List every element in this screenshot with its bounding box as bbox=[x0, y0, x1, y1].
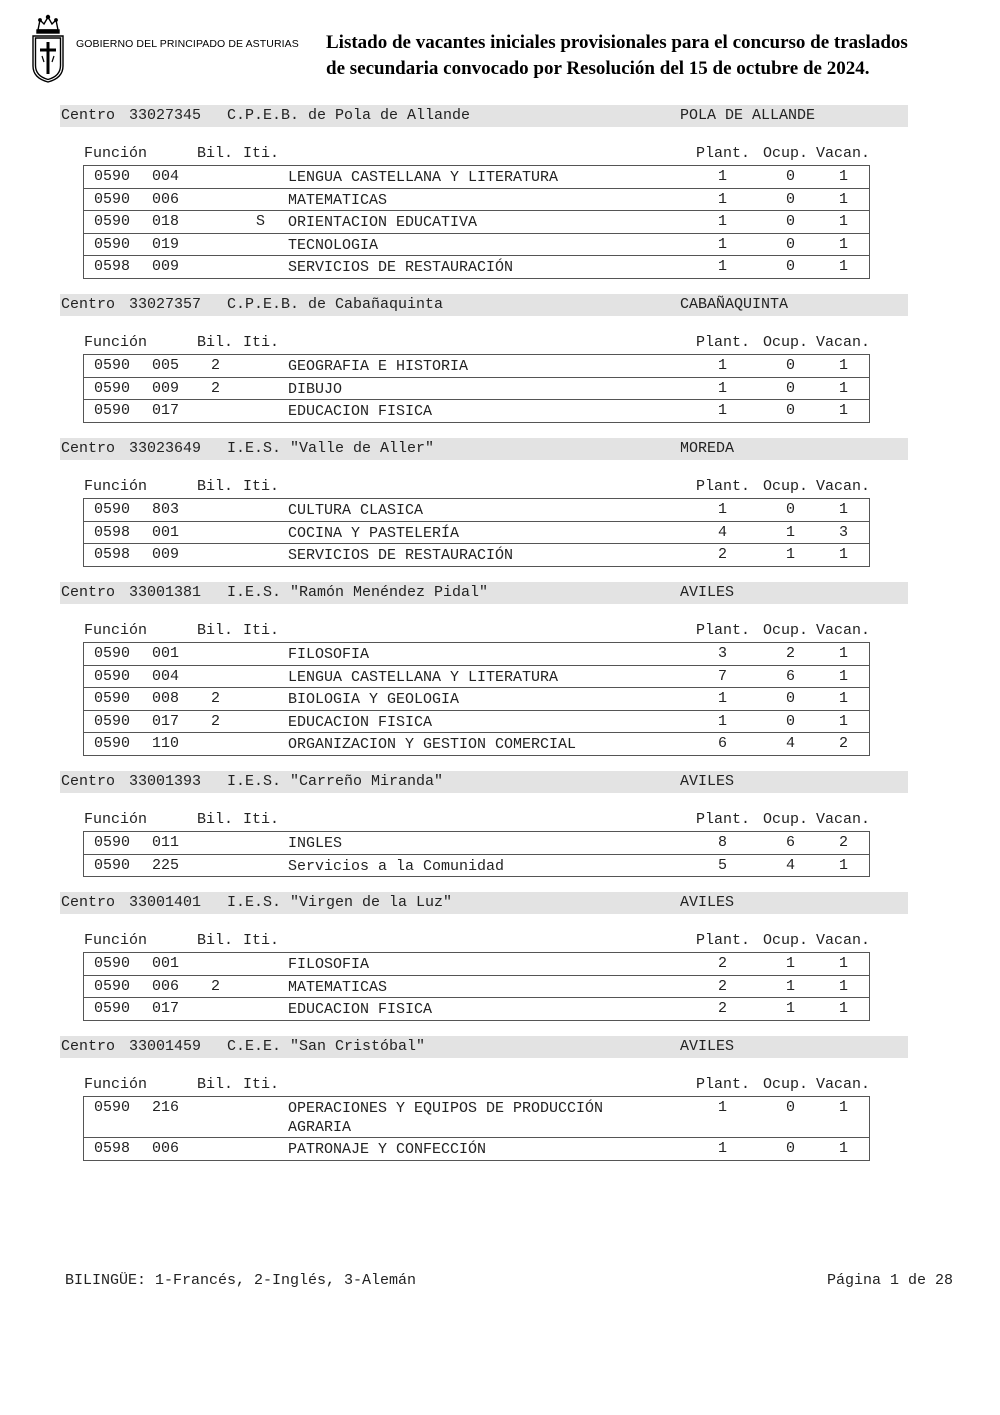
cell-especialidad-name: ORIENTACION EDUCATIVA bbox=[288, 214, 478, 232]
center-name: C.P.E.B. de Pola de Allande bbox=[227, 107, 471, 124]
cell-ocupadas: 6 bbox=[786, 667, 796, 685]
cell-especialidad-name: CULTURA CLASICA bbox=[288, 502, 424, 519]
cell-vacantes: 1 bbox=[839, 645, 849, 662]
cell-ocupadas: 0 bbox=[786, 712, 796, 730]
column-headers bbox=[0, 332, 1000, 352]
cell-plantilla: 1 bbox=[718, 1099, 728, 1116]
center-code: 33027345 bbox=[129, 107, 202, 124]
cell-vacantes: 1 bbox=[839, 235, 849, 253]
table-row bbox=[84, 711, 869, 734]
cell-vacantes: 1 bbox=[839, 258, 849, 276]
vacancy-table bbox=[83, 165, 870, 279]
column-header-ocup: Ocup. bbox=[763, 334, 809, 351]
bilingual-legend: BILINGÜE: 1-Francés, 2-Inglés, 3-Alemán bbox=[65, 1272, 417, 1289]
cell-especialidad: 216 bbox=[152, 1099, 180, 1116]
cell-funcion: 0590 bbox=[94, 379, 131, 397]
column-header-ocup: Ocup. bbox=[763, 932, 809, 949]
table-row bbox=[84, 211, 869, 234]
cell-ocupadas: 0 bbox=[786, 501, 796, 518]
column-headers bbox=[0, 143, 1000, 163]
column-header-funcion: Función bbox=[84, 1076, 148, 1093]
column-header-ocup: Ocup. bbox=[763, 811, 809, 828]
center-town: AVILES bbox=[680, 584, 735, 601]
document-title bbox=[326, 30, 938, 82]
cell-bilingue: 2 bbox=[211, 712, 221, 730]
cell-vacantes: 1 bbox=[839, 712, 849, 730]
cell-funcion: 0598 bbox=[94, 523, 131, 541]
center-name: C.P.E.B. de Cabañaquinta bbox=[227, 296, 444, 313]
column-header-bil: Bil. bbox=[197, 622, 234, 639]
cell-bilingue: 2 bbox=[211, 379, 221, 397]
cell-plantilla: 1 bbox=[718, 690, 728, 708]
cell-plantilla: 2 bbox=[718, 546, 728, 564]
page-number: Página 1 de 28 bbox=[827, 1272, 954, 1289]
cell-ocupadas: 0 bbox=[786, 235, 796, 253]
column-header-funcion: Función bbox=[84, 334, 148, 351]
column-header-vacan: Vacan. bbox=[816, 811, 871, 828]
column-header-plant: Plant. bbox=[696, 1076, 751, 1093]
cell-plantilla: 8 bbox=[718, 834, 728, 851]
column-header-iti: Iti. bbox=[243, 1076, 280, 1093]
cell-plantilla: 3 bbox=[718, 645, 728, 662]
cell-especialidad-name: EDUCACION FISICA bbox=[288, 1001, 433, 1019]
column-header-vacan: Vacan. bbox=[816, 334, 871, 351]
center-town: AVILES bbox=[680, 894, 735, 911]
table-row bbox=[84, 976, 869, 999]
vacancy-table bbox=[83, 498, 870, 567]
cell-especialidad: 011 bbox=[152, 834, 180, 851]
column-header-vacan: Vacan. bbox=[816, 1076, 871, 1093]
center-code: 33027357 bbox=[129, 296, 202, 313]
center-code: 33001459 bbox=[129, 1038, 202, 1055]
cell-ocupadas: 0 bbox=[786, 190, 796, 208]
asturias-crest-icon bbox=[30, 14, 66, 84]
cell-especialidad: 004 bbox=[152, 168, 180, 185]
table-row bbox=[84, 998, 869, 1021]
cell-itinerante: S bbox=[256, 213, 266, 231]
cell-plantilla: 5 bbox=[718, 856, 728, 874]
cell-plantilla: 2 bbox=[718, 977, 728, 995]
column-header-bil: Bil. bbox=[197, 145, 234, 162]
cell-especialidad-name: MATEMATICAS bbox=[288, 191, 388, 209]
cell-vacantes: 1 bbox=[839, 546, 849, 564]
cell-ocupadas: 0 bbox=[786, 1099, 796, 1116]
column-header-plant: Plant. bbox=[696, 811, 751, 828]
cell-plantilla: 1 bbox=[718, 1140, 728, 1157]
center-label: Centro bbox=[61, 296, 116, 313]
center-town: POLA DE ALLANDE bbox=[680, 107, 816, 124]
center-name: I.E.S. "Virgen de la Luz" bbox=[227, 894, 453, 911]
cell-funcion: 0590 bbox=[94, 213, 131, 231]
center-label: Centro bbox=[61, 773, 116, 790]
cell-funcion: 0598 bbox=[94, 546, 131, 564]
table-row bbox=[84, 499, 869, 522]
cell-funcion: 0590 bbox=[94, 235, 131, 253]
cell-vacantes: 1 bbox=[839, 667, 849, 685]
cell-especialidad: 004 bbox=[152, 667, 180, 685]
cell-especialidad-name: LENGUA CASTELLANA Y LITERATURA bbox=[288, 668, 559, 686]
column-headers bbox=[0, 620, 1000, 640]
column-header-plant: Plant. bbox=[696, 932, 751, 949]
center-label: Centro bbox=[61, 584, 116, 601]
column-header-funcion: Función bbox=[84, 811, 148, 828]
table-row bbox=[84, 832, 869, 855]
column-header-plant: Plant. bbox=[696, 145, 751, 162]
column-headers bbox=[0, 1074, 1000, 1094]
cell-especialidad: 017 bbox=[152, 1000, 180, 1018]
table-row bbox=[84, 953, 869, 976]
vacancy-table bbox=[83, 831, 870, 877]
cell-especialidad-name: OPERACIONES Y EQUIPOS DE PRODUCCIÓN AGRARIA bbox=[288, 1100, 604, 1136]
cell-funcion: 0590 bbox=[94, 1000, 131, 1018]
cell-ocupadas: 1 bbox=[786, 546, 796, 564]
column-header-bil: Bil. bbox=[197, 1076, 234, 1093]
cell-funcion: 0590 bbox=[94, 501, 131, 518]
cell-especialidad-name: Servicios a la Comunidad bbox=[288, 857, 505, 875]
center-town: CABAÑAQUINTA bbox=[680, 296, 789, 313]
cell-ocupadas: 0 bbox=[786, 1140, 796, 1157]
center-header bbox=[60, 105, 908, 127]
cell-especialidad: 803 bbox=[152, 501, 180, 518]
table-row bbox=[84, 1138, 869, 1161]
table-row bbox=[84, 522, 869, 545]
cell-ocupadas: 0 bbox=[786, 379, 796, 397]
cell-funcion: 0590 bbox=[94, 190, 131, 208]
column-header-iti: Iti. bbox=[243, 811, 280, 828]
center-name: I.E.S. "Carreño Miranda" bbox=[227, 773, 444, 790]
center-town: AVILES bbox=[680, 1038, 735, 1055]
table-row bbox=[84, 400, 869, 423]
table-row bbox=[84, 688, 869, 711]
center-header bbox=[60, 582, 908, 604]
cell-especialidad-name: INGLES bbox=[288, 835, 343, 852]
center-code: 33001393 bbox=[129, 773, 202, 790]
vacancy-table bbox=[83, 1096, 870, 1161]
table-row bbox=[84, 855, 869, 878]
cell-ocupadas: 2 bbox=[786, 645, 796, 662]
cell-funcion: 0590 bbox=[94, 645, 131, 662]
center-header bbox=[60, 294, 908, 316]
cell-especialidad-name: SERVICIOS DE RESTAURACIÓN bbox=[288, 259, 514, 277]
cell-ocupadas: 1 bbox=[786, 523, 796, 541]
column-header-iti: Iti. bbox=[243, 478, 280, 495]
cell-especialidad: 008 bbox=[152, 690, 180, 708]
center-header bbox=[60, 771, 908, 793]
table-row bbox=[84, 166, 869, 189]
column-header-iti: Iti. bbox=[243, 622, 280, 639]
cell-especialidad-name: GEOGRAFIA E HISTORIA bbox=[288, 358, 469, 375]
column-header-vacan: Vacan. bbox=[816, 932, 871, 949]
table-row bbox=[84, 234, 869, 257]
cell-bilingue: 2 bbox=[211, 690, 221, 708]
cell-ocupadas: 0 bbox=[786, 258, 796, 276]
table-row bbox=[84, 544, 869, 567]
cell-vacantes: 2 bbox=[839, 834, 849, 851]
table-row bbox=[84, 643, 869, 666]
cell-funcion: 0590 bbox=[94, 168, 131, 185]
column-header-ocup: Ocup. bbox=[763, 478, 809, 495]
cell-especialidad-name: LENGUA CASTELLANA Y LITERATURA bbox=[288, 169, 559, 186]
center-code: 33001401 bbox=[129, 894, 202, 911]
cell-vacantes: 1 bbox=[839, 955, 849, 972]
column-header-funcion: Función bbox=[84, 478, 148, 495]
cell-especialidad-name: EDUCACION FISICA bbox=[288, 403, 433, 421]
cell-plantilla: 1 bbox=[718, 213, 728, 231]
cell-plantilla: 1 bbox=[718, 235, 728, 253]
cell-especialidad: 009 bbox=[152, 546, 180, 564]
cell-especialidad-name: FILOSOFIA bbox=[288, 956, 370, 973]
cell-bilingue: 2 bbox=[211, 357, 221, 374]
cell-funcion: 0590 bbox=[94, 690, 131, 708]
center-town: AVILES bbox=[680, 773, 735, 790]
column-header-iti: Iti. bbox=[243, 334, 280, 351]
cell-ocupadas: 0 bbox=[786, 357, 796, 374]
cell-ocupadas: 6 bbox=[786, 834, 796, 851]
column-header-bil: Bil. bbox=[197, 478, 234, 495]
vacancy-table bbox=[83, 952, 870, 1021]
cell-ocupadas: 0 bbox=[786, 690, 796, 708]
center-name: C.E.E. "San Cristóbal" bbox=[227, 1038, 426, 1055]
column-header-iti: Iti. bbox=[243, 145, 280, 162]
cell-plantilla: 2 bbox=[718, 955, 728, 972]
column-header-funcion: Función bbox=[84, 622, 148, 639]
center-name: I.E.S. "Valle de Aller" bbox=[227, 440, 435, 457]
cell-vacantes: 1 bbox=[839, 357, 849, 374]
cell-vacantes: 1 bbox=[839, 856, 849, 874]
cell-especialidad-name: EDUCACION FISICA bbox=[288, 713, 433, 731]
center-label: Centro bbox=[61, 1038, 116, 1055]
cell-especialidad-name: BIOLOGIA Y GEOLOGIA bbox=[288, 691, 460, 709]
center-label: Centro bbox=[61, 894, 116, 911]
column-header-funcion: Función bbox=[84, 145, 148, 162]
cell-plantilla: 1 bbox=[718, 712, 728, 730]
title-line-2: de secundaria convocado por Resolución del 15 de octubre de 2024. bbox=[326, 58, 870, 79]
column-header-bil: Bil. bbox=[197, 932, 234, 949]
cell-funcion: 0590 bbox=[94, 955, 131, 972]
center-header bbox=[60, 1036, 908, 1058]
title-line-1: Listado de vacantes iniciales provisionales para el concurso de traslados bbox=[326, 32, 908, 53]
cell-especialidad: 001 bbox=[152, 955, 180, 972]
cell-funcion: 0598 bbox=[94, 258, 131, 276]
cell-especialidad: 225 bbox=[152, 856, 180, 874]
cell-plantilla: 1 bbox=[718, 501, 728, 518]
cell-vacantes: 1 bbox=[839, 977, 849, 995]
column-header-vacan: Vacan. bbox=[816, 145, 871, 162]
center-label: Centro bbox=[61, 440, 116, 457]
column-header-bil: Bil. bbox=[197, 334, 234, 351]
column-header-plant: Plant. bbox=[696, 334, 751, 351]
cell-funcion: 0598 bbox=[94, 1140, 131, 1157]
vacancy-table bbox=[83, 354, 870, 423]
center-label: Centro bbox=[61, 107, 116, 124]
column-header-bil: Bil. bbox=[197, 811, 234, 828]
cell-especialidad: 017 bbox=[152, 712, 180, 730]
cell-especialidad-name: COCINA Y PASTELERÍA bbox=[288, 524, 460, 542]
cell-especialidad: 006 bbox=[152, 977, 180, 995]
column-header-funcion: Función bbox=[84, 932, 148, 949]
table-row bbox=[84, 256, 869, 279]
cell-plantilla: 6 bbox=[718, 735, 728, 753]
cell-especialidad: 005 bbox=[152, 357, 180, 374]
cell-funcion: 0590 bbox=[94, 856, 131, 874]
column-header-ocup: Ocup. bbox=[763, 145, 809, 162]
cell-especialidad-name: TECNOLOGIA bbox=[288, 236, 379, 254]
cell-plantilla: 1 bbox=[718, 402, 728, 420]
cell-especialidad: 019 bbox=[152, 235, 180, 253]
column-header-vacan: Vacan. bbox=[816, 478, 871, 495]
table-row bbox=[84, 355, 869, 378]
table-row bbox=[84, 378, 869, 401]
cell-vacantes: 1 bbox=[839, 168, 849, 185]
cell-vacantes: 1 bbox=[839, 1140, 849, 1157]
cell-especialidad-name: SERVICIOS DE RESTAURACIÓN bbox=[288, 547, 514, 565]
cell-especialidad: 009 bbox=[152, 258, 180, 276]
column-headers bbox=[0, 476, 1000, 496]
cell-especialidad-name: FILOSOFIA bbox=[288, 646, 370, 663]
column-headers bbox=[0, 809, 1000, 829]
cell-bilingue: 2 bbox=[211, 977, 221, 995]
cell-plantilla: 7 bbox=[718, 667, 728, 685]
cell-funcion: 0590 bbox=[94, 712, 131, 730]
cell-funcion: 0590 bbox=[94, 977, 131, 995]
cell-ocupadas: 1 bbox=[786, 977, 796, 995]
column-header-ocup: Ocup. bbox=[763, 622, 809, 639]
cell-plantilla: 1 bbox=[718, 357, 728, 374]
cell-especialidad: 017 bbox=[152, 402, 180, 420]
cell-vacantes: 1 bbox=[839, 690, 849, 708]
government-name: GOBIERNO DEL PRINCIPADO DE ASTURIAS bbox=[76, 38, 299, 50]
cell-plantilla: 1 bbox=[718, 258, 728, 276]
cell-especialidad-name: DIBUJO bbox=[288, 380, 343, 398]
table-row bbox=[84, 189, 869, 212]
column-header-plant: Plant. bbox=[696, 622, 751, 639]
cell-vacantes: 2 bbox=[839, 735, 849, 753]
cell-especialidad: 006 bbox=[152, 190, 180, 208]
center-code: 33023649 bbox=[129, 440, 202, 457]
center-name: I.E.S. "Ramón Menéndez Pidal" bbox=[227, 584, 489, 601]
cell-ocupadas: 1 bbox=[786, 955, 796, 972]
cell-vacantes: 1 bbox=[839, 1000, 849, 1018]
cell-especialidad: 001 bbox=[152, 523, 180, 541]
center-header bbox=[60, 438, 908, 460]
cell-vacantes: 3 bbox=[839, 523, 849, 541]
cell-plantilla: 2 bbox=[718, 1000, 728, 1018]
cell-plantilla: 1 bbox=[718, 190, 728, 208]
vacancy-table bbox=[83, 642, 870, 756]
cell-vacantes: 1 bbox=[839, 190, 849, 208]
table-row bbox=[84, 733, 869, 756]
cell-plantilla: 1 bbox=[718, 168, 728, 185]
column-header-iti: Iti. bbox=[243, 932, 280, 949]
center-code: 33001381 bbox=[129, 584, 202, 601]
cell-especialidad-name: ORGANIZACION Y GESTION COMERCIAL bbox=[288, 736, 577, 754]
cell-funcion: 0590 bbox=[94, 357, 131, 374]
cell-funcion: 0590 bbox=[94, 1099, 131, 1116]
cell-especialidad: 009 bbox=[152, 379, 180, 397]
cell-funcion: 0590 bbox=[94, 667, 131, 685]
table-row bbox=[84, 666, 869, 689]
cell-ocupadas: 1 bbox=[786, 1000, 796, 1018]
cell-vacantes: 1 bbox=[839, 379, 849, 397]
cell-ocupadas: 0 bbox=[786, 168, 796, 185]
cell-especialidad: 006 bbox=[152, 1140, 180, 1157]
cell-ocupadas: 0 bbox=[786, 213, 796, 231]
cell-funcion: 0590 bbox=[94, 735, 131, 753]
cell-funcion: 0590 bbox=[94, 402, 131, 420]
cell-especialidad: 018 bbox=[152, 213, 180, 231]
cell-vacantes: 1 bbox=[839, 213, 849, 231]
cell-plantilla: 1 bbox=[718, 379, 728, 397]
cell-especialidad-name: PATRONAJE Y CONFECCIÓN bbox=[288, 1141, 487, 1158]
cell-ocupadas: 4 bbox=[786, 856, 796, 874]
center-header bbox=[60, 892, 908, 914]
cell-vacantes: 1 bbox=[839, 1099, 849, 1116]
column-header-vacan: Vacan. bbox=[816, 622, 871, 639]
cell-funcion: 0590 bbox=[94, 834, 131, 851]
column-header-ocup: Ocup. bbox=[763, 1076, 809, 1093]
center-town: MOREDA bbox=[680, 440, 735, 457]
cell-vacantes: 1 bbox=[839, 402, 849, 420]
table-row bbox=[84, 1097, 869, 1138]
cell-especialidad: 110 bbox=[152, 735, 180, 753]
cell-ocupadas: 0 bbox=[786, 402, 796, 420]
cell-especialidad-name: MATEMATICAS bbox=[288, 978, 388, 996]
column-header-plant: Plant. bbox=[696, 478, 751, 495]
column-headers bbox=[0, 930, 1000, 950]
cell-especialidad: 001 bbox=[152, 645, 180, 662]
cell-vacantes: 1 bbox=[839, 501, 849, 518]
cell-ocupadas: 4 bbox=[786, 735, 796, 753]
cell-plantilla: 4 bbox=[718, 523, 728, 541]
